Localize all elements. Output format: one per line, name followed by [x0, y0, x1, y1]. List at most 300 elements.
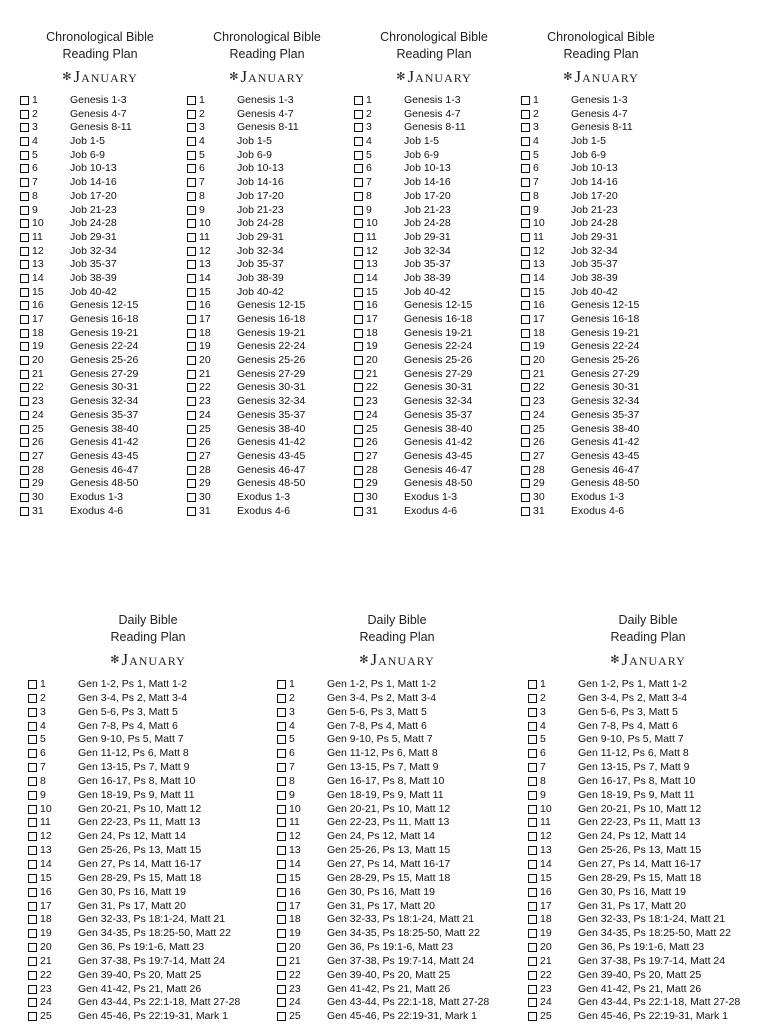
day-number: 31 [32, 504, 44, 517]
day-number: 30 [199, 490, 211, 503]
day-checkbox[interactable] [187, 219, 196, 228]
reading-text: Genesis 48-50 [571, 477, 640, 490]
day-checkbox[interactable] [277, 680, 286, 689]
day-checkbox[interactable] [20, 425, 29, 434]
day-checkbox[interactable] [187, 425, 196, 434]
day-checkbox[interactable] [354, 411, 363, 420]
day-checkbox[interactable] [528, 832, 537, 841]
day-checkbox[interactable] [187, 274, 196, 283]
ornament-icon: ✻ [359, 654, 370, 666]
day-checkbox[interactable] [187, 507, 196, 516]
reading-row [187, 491, 357, 505]
day-checkbox[interactable] [187, 397, 196, 406]
day-checkbox[interactable] [354, 110, 363, 119]
plan-title-line2: Reading Plan [229, 47, 305, 61]
day-checkbox[interactable] [20, 466, 29, 475]
reading-row [20, 491, 190, 505]
day-checkbox[interactable] [354, 356, 363, 365]
day-checkbox[interactable] [28, 874, 37, 883]
day-number: 5 [533, 148, 539, 161]
day-checkbox[interactable] [528, 680, 537, 689]
day-checkbox[interactable] [28, 735, 37, 744]
day-number: 1 [40, 678, 46, 690]
day-checkbox[interactable] [528, 998, 537, 1007]
reading-text: Gen 9-10, Ps 5, Matt 7 [78, 733, 184, 746]
day-checkbox[interactable] [521, 274, 530, 283]
day-checkbox[interactable] [187, 329, 196, 338]
day-checkbox[interactable] [187, 370, 196, 379]
reading-text: Gen 22-23, Ps 11, Matt 13 [327, 816, 450, 829]
day-checkbox[interactable] [187, 466, 196, 475]
day-checkbox[interactable] [28, 749, 37, 758]
day-checkbox[interactable] [187, 206, 196, 215]
day-checkbox[interactable] [28, 708, 37, 717]
day-checkbox[interactable] [521, 466, 530, 475]
day-number: 6 [540, 747, 546, 760]
day-checkbox[interactable] [354, 493, 363, 502]
day-checkbox[interactable] [521, 301, 530, 310]
day-checkbox[interactable] [521, 370, 530, 379]
day-checkbox[interactable] [354, 342, 363, 351]
day-number: 25 [289, 1010, 301, 1023]
day-checkbox[interactable] [528, 846, 537, 855]
day-checkbox[interactable] [528, 708, 537, 717]
day-checkbox[interactable] [354, 164, 363, 173]
reading-row [187, 135, 357, 149]
day-checkbox[interactable] [528, 818, 537, 827]
chronological-plan-card-3 [354, 29, 524, 518]
day-checkbox[interactable] [277, 985, 286, 994]
day-checkbox[interactable] [28, 943, 37, 952]
day-checkbox[interactable] [277, 874, 286, 883]
day-checkbox[interactable] [528, 874, 537, 883]
day-number: 21 [32, 367, 44, 380]
reading-text: Job 40-42 [571, 285, 618, 298]
reading-text: Gen 30, Ps 16, Matt 19 [578, 885, 686, 898]
day-checkbox[interactable] [277, 971, 286, 980]
day-checkbox[interactable] [521, 151, 530, 160]
day-checkbox[interactable] [28, 818, 37, 827]
reading-row [20, 149, 190, 163]
day-checkbox[interactable] [528, 805, 537, 814]
day-number: 7 [32, 176, 38, 189]
reading-text: Gen 13-15, Ps 7, Matt 9 [78, 761, 190, 774]
day-checkbox[interactable] [521, 315, 530, 324]
day-checkbox[interactable] [20, 411, 29, 420]
day-checkbox[interactable] [521, 164, 530, 173]
chronological-plan-card-1 [20, 29, 190, 518]
day-checkbox[interactable] [521, 397, 530, 406]
day-checkbox[interactable] [354, 206, 363, 215]
day-checkbox[interactable] [521, 110, 530, 119]
day-checkbox[interactable] [521, 137, 530, 146]
reading-row [521, 245, 691, 259]
reading-row [354, 108, 524, 122]
day-checkbox[interactable] [20, 493, 29, 502]
day-checkbox[interactable] [187, 233, 196, 242]
month-heading [20, 65, 180, 93]
day-checkbox[interactable] [521, 411, 530, 420]
day-checkbox[interactable] [354, 466, 363, 475]
day-checkbox[interactable] [187, 383, 196, 392]
day-checkbox[interactable] [20, 164, 29, 173]
day-checkbox[interactable] [277, 777, 286, 786]
day-checkbox[interactable] [187, 192, 196, 201]
day-checkbox[interactable] [354, 301, 363, 310]
plan-title-line1: Daily Bible [367, 613, 427, 627]
day-number: 2 [540, 691, 546, 704]
day-checkbox[interactable] [187, 151, 196, 160]
day-checkbox[interactable] [28, 957, 37, 966]
day-checkbox[interactable] [354, 370, 363, 379]
day-number: 21 [533, 367, 545, 380]
day-number: 15 [199, 285, 211, 298]
day-number: 22 [289, 968, 301, 981]
reading-row [354, 491, 524, 505]
day-checkbox[interactable] [521, 247, 530, 256]
day-checkbox[interactable] [28, 846, 37, 855]
day-checkbox[interactable] [187, 178, 196, 187]
day-checkbox[interactable] [28, 694, 37, 703]
day-checkbox[interactable] [354, 438, 363, 447]
reading-row [277, 789, 517, 803]
day-number: 14 [533, 271, 545, 284]
day-checkbox[interactable] [528, 735, 537, 744]
day-checkbox[interactable] [20, 178, 29, 187]
day-checkbox[interactable] [187, 247, 196, 256]
reading-row [187, 436, 357, 450]
day-checkbox[interactable] [528, 971, 537, 980]
day-checkbox[interactable] [521, 479, 530, 488]
day-checkbox[interactable] [20, 206, 29, 215]
reading-row [521, 368, 691, 382]
day-checkbox[interactable] [354, 274, 363, 283]
day-checkbox[interactable] [528, 860, 537, 869]
day-checkbox[interactable] [277, 735, 286, 744]
reading-text: Genesis 38-40 [571, 422, 640, 435]
day-checkbox[interactable] [528, 957, 537, 966]
reading-row [187, 94, 357, 108]
reading-text: Gen 43-44, Ps 22:1-18, Matt 27-28 [78, 996, 241, 1009]
day-checkbox[interactable] [20, 247, 29, 256]
day-checkbox[interactable] [28, 763, 37, 772]
reading-row [521, 327, 691, 341]
reading-text: Genesis 27-29 [237, 367, 306, 380]
month-label: January [621, 650, 686, 669]
reading-text: Gen 18-19, Ps 9, Matt 11 [78, 788, 195, 801]
day-number: 15 [540, 871, 552, 884]
day-checkbox[interactable] [20, 192, 29, 201]
day-checkbox[interactable] [187, 493, 196, 502]
reading-text: Genesis 30-31 [404, 381, 473, 394]
day-checkbox[interactable] [187, 438, 196, 447]
day-checkbox[interactable] [354, 233, 363, 242]
reading-text: Genesis 38-40 [70, 422, 139, 435]
day-checkbox[interactable] [20, 301, 29, 310]
plan-title-line2: Reading Plan [62, 47, 138, 61]
day-checkbox[interactable] [528, 763, 537, 772]
reading-row [187, 450, 357, 464]
day-checkbox[interactable] [528, 791, 537, 800]
day-checkbox[interactable] [354, 397, 363, 406]
day-checkbox[interactable] [187, 301, 196, 310]
day-checkbox[interactable] [277, 929, 286, 938]
day-checkbox[interactable] [521, 219, 530, 228]
day-checkbox[interactable] [20, 356, 29, 365]
reading-text: Gen 37-38, Ps 19:7-14, Matt 24 [327, 954, 475, 967]
day-checkbox[interactable] [20, 219, 29, 228]
day-checkbox[interactable] [20, 110, 29, 119]
reading-row [277, 830, 517, 844]
reading-row [20, 231, 190, 245]
day-checkbox[interactable] [528, 915, 537, 924]
day-checkbox[interactable] [354, 329, 363, 338]
day-number: 14 [540, 857, 552, 870]
day-checkbox[interactable] [354, 425, 363, 434]
day-checkbox[interactable] [354, 247, 363, 256]
reading-row [277, 761, 517, 775]
day-checkbox[interactable] [187, 260, 196, 269]
day-checkbox[interactable] [521, 329, 530, 338]
day-checkbox[interactable] [277, 694, 286, 703]
day-checkbox[interactable] [521, 288, 530, 297]
day-checkbox[interactable] [354, 479, 363, 488]
day-checkbox[interactable] [28, 1012, 37, 1021]
day-checkbox[interactable] [28, 832, 37, 841]
day-checkbox[interactable] [354, 383, 363, 392]
day-checkbox[interactable] [277, 915, 286, 924]
day-checkbox[interactable] [20, 123, 29, 132]
reading-text: Gen 37-38, Ps 19:7-14, Matt 24 [578, 954, 726, 967]
day-checkbox[interactable] [20, 383, 29, 392]
day-checkbox[interactable] [187, 288, 196, 297]
reading-text: Gen 1-2, Ps 1, Matt 1-2 [78, 678, 188, 690]
day-number: 4 [366, 135, 372, 148]
day-checkbox[interactable] [187, 342, 196, 351]
day-checkbox[interactable] [28, 888, 37, 897]
day-checkbox[interactable] [521, 342, 530, 351]
day-checkbox[interactable] [354, 219, 363, 228]
day-checkbox[interactable] [528, 694, 537, 703]
reading-text: Gen 11-12, Ps 6, Matt 8 [578, 747, 689, 760]
reading-row [521, 491, 691, 505]
day-checkbox[interactable] [277, 832, 286, 841]
day-checkbox[interactable] [20, 315, 29, 324]
day-checkbox[interactable] [521, 507, 530, 516]
reading-text: Job 21-23 [237, 203, 284, 216]
day-number: 25 [40, 1010, 52, 1023]
day-number: 5 [540, 733, 546, 746]
day-checkbox[interactable] [521, 493, 530, 502]
reading-row [528, 678, 768, 692]
reading-row [20, 94, 190, 108]
day-checkbox[interactable] [28, 722, 37, 731]
day-checkbox[interactable] [28, 805, 37, 814]
day-checkbox[interactable] [28, 929, 37, 938]
day-checkbox[interactable] [28, 998, 37, 1007]
day-checkbox[interactable] [187, 356, 196, 365]
day-checkbox[interactable] [20, 452, 29, 461]
reading-text: Genesis 22-24 [404, 340, 473, 353]
day-checkbox[interactable] [20, 274, 29, 283]
day-checkbox[interactable] [20, 233, 29, 242]
day-checkbox[interactable] [28, 971, 37, 980]
day-checkbox[interactable] [354, 260, 363, 269]
day-checkbox[interactable] [28, 902, 37, 911]
day-checkbox[interactable] [277, 763, 286, 772]
reading-text: Gen 41-42, Ps 21, Matt 26 [327, 982, 451, 995]
day-number: 24 [540, 996, 552, 1009]
day-checkbox[interactable] [521, 178, 530, 187]
day-checkbox[interactable] [521, 260, 530, 269]
day-checkbox[interactable] [521, 425, 530, 434]
day-number: 22 [40, 968, 52, 981]
reading-row [521, 121, 691, 135]
day-checkbox[interactable] [354, 151, 363, 160]
day-checkbox[interactable] [521, 123, 530, 132]
day-number: 25 [199, 422, 211, 435]
day-checkbox[interactable] [20, 260, 29, 269]
day-checkbox[interactable] [187, 123, 196, 132]
reading-text: Gen 45-46, Ps 22:19-31, Mark 1 [327, 1010, 477, 1023]
day-checkbox[interactable] [521, 233, 530, 242]
day-checkbox[interactable] [28, 860, 37, 869]
reading-text: Genesis 38-40 [404, 422, 473, 435]
day-number: 18 [199, 326, 211, 339]
reading-text: Job 10-13 [404, 162, 451, 175]
day-checkbox[interactable] [528, 777, 537, 786]
day-checkbox[interactable] [521, 96, 530, 105]
day-checkbox[interactable] [354, 452, 363, 461]
day-checkbox[interactable] [20, 438, 29, 447]
day-checkbox[interactable] [354, 96, 363, 105]
reading-text: Gen 24, Ps 12, Matt 14 [78, 830, 186, 843]
day-checkbox[interactable] [354, 178, 363, 187]
day-checkbox[interactable] [187, 110, 196, 119]
day-checkbox[interactable] [187, 164, 196, 173]
day-checkbox[interactable] [521, 356, 530, 365]
day-checkbox[interactable] [20, 96, 29, 105]
daily-plan-card-3 [528, 612, 768, 1024]
day-number: 26 [366, 436, 378, 449]
day-checkbox[interactable] [277, 860, 286, 869]
day-number: 24 [533, 408, 545, 421]
day-checkbox[interactable] [354, 507, 363, 516]
reading-row [28, 913, 268, 927]
reading-row [354, 409, 524, 423]
day-checkbox[interactable] [354, 288, 363, 297]
reading-row [277, 941, 517, 955]
day-checkbox[interactable] [354, 137, 363, 146]
day-checkbox[interactable] [528, 1012, 537, 1021]
reading-row [354, 505, 524, 519]
day-checkbox[interactable] [277, 818, 286, 827]
day-number: 18 [40, 913, 52, 926]
day-checkbox[interactable] [20, 288, 29, 297]
day-checkbox[interactable] [521, 206, 530, 215]
day-checkbox[interactable] [28, 985, 37, 994]
day-checkbox[interactable] [20, 329, 29, 338]
day-checkbox[interactable] [20, 397, 29, 406]
day-checkbox[interactable] [354, 123, 363, 132]
day-checkbox[interactable] [277, 943, 286, 952]
day-checkbox[interactable] [277, 957, 286, 966]
day-checkbox[interactable] [277, 998, 286, 1007]
day-checkbox[interactable] [277, 1012, 286, 1021]
day-checkbox[interactable] [20, 151, 29, 160]
day-number: 12 [366, 244, 378, 257]
reading-row [528, 941, 768, 955]
reading-row [354, 368, 524, 382]
day-checkbox[interactable] [354, 192, 363, 201]
day-number: 25 [533, 422, 545, 435]
day-checkbox[interactable] [528, 888, 537, 897]
day-number: 22 [533, 381, 545, 394]
day-number: 16 [32, 299, 44, 312]
day-checkbox[interactable] [277, 791, 286, 800]
day-checkbox[interactable] [28, 680, 37, 689]
day-checkbox[interactable] [528, 943, 537, 952]
day-checkbox[interactable] [528, 929, 537, 938]
day-checkbox[interactable] [28, 791, 37, 800]
day-checkbox[interactable] [187, 315, 196, 324]
day-checkbox[interactable] [521, 452, 530, 461]
reading-row [28, 775, 268, 789]
day-checkbox[interactable] [528, 722, 537, 731]
day-checkbox[interactable] [521, 192, 530, 201]
reading-text: Genesis 30-31 [571, 381, 640, 394]
day-checkbox[interactable] [528, 749, 537, 758]
day-checkbox[interactable] [28, 777, 37, 786]
reading-row [354, 340, 524, 354]
day-checkbox[interactable] [20, 137, 29, 146]
day-checkbox[interactable] [277, 902, 286, 911]
day-checkbox[interactable] [354, 315, 363, 324]
day-checkbox[interactable] [20, 370, 29, 379]
reading-row [528, 720, 768, 734]
day-checkbox[interactable] [277, 805, 286, 814]
day-checkbox[interactable] [277, 888, 286, 897]
reading-text: Gen 22-23, Ps 11, Matt 13 [578, 816, 701, 829]
plan-title-line1: Chronological Bible [213, 30, 321, 44]
day-checkbox[interactable] [20, 342, 29, 351]
day-checkbox[interactable] [521, 438, 530, 447]
day-checkbox[interactable] [277, 749, 286, 758]
reading-row [187, 121, 357, 135]
day-checkbox[interactable] [528, 902, 537, 911]
day-number: 19 [32, 340, 44, 353]
reading-row [354, 464, 524, 478]
day-checkbox[interactable] [20, 479, 29, 488]
day-checkbox[interactable] [277, 846, 286, 855]
day-checkbox[interactable] [277, 708, 286, 717]
day-checkbox[interactable] [528, 985, 537, 994]
day-checkbox[interactable] [187, 411, 196, 420]
reading-row [277, 816, 517, 830]
reading-text: Job 24-28 [237, 217, 284, 230]
day-checkbox[interactable] [277, 722, 286, 731]
reading-text: Gen 41-42, Ps 21, Matt 26 [78, 982, 202, 995]
reading-list [187, 94, 357, 518]
day-checkbox[interactable] [28, 915, 37, 924]
day-checkbox[interactable] [187, 452, 196, 461]
day-checkbox[interactable] [187, 137, 196, 146]
day-checkbox[interactable] [521, 383, 530, 392]
day-checkbox[interactable] [187, 479, 196, 488]
day-checkbox[interactable] [187, 96, 196, 105]
day-checkbox[interactable] [20, 507, 29, 516]
day-number: 13 [199, 258, 211, 271]
